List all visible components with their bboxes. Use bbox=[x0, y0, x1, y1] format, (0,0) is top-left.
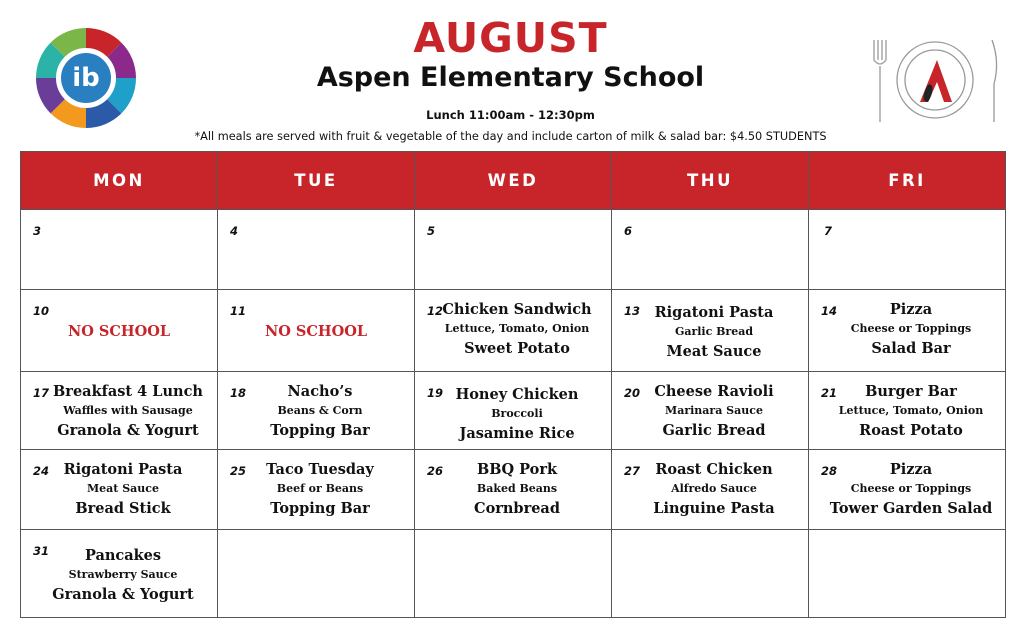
day-cell bbox=[612, 290, 809, 372]
day-number: 28 bbox=[821, 464, 838, 478]
menu-block bbox=[427, 460, 607, 519]
main-dish: Pancakes bbox=[84, 547, 162, 564]
day-number: 26 bbox=[427, 464, 444, 478]
week-row bbox=[21, 372, 1006, 450]
side-dish: Sweet Potato bbox=[464, 340, 570, 357]
dish-detail: Cheese or Toppings bbox=[850, 322, 972, 335]
menu-block bbox=[821, 300, 1001, 359]
day-number: 3 bbox=[33, 224, 42, 238]
weekday-header: MON bbox=[21, 152, 218, 210]
side-dish: Linguine Pasta bbox=[653, 500, 775, 517]
week-row bbox=[21, 290, 1006, 372]
day-number: 24 bbox=[33, 464, 50, 478]
menu-block bbox=[821, 460, 1001, 519]
lunch-hours: Lunch 11:00am - 12:30pm bbox=[426, 108, 595, 122]
day-cell bbox=[415, 450, 612, 530]
day-number: 19 bbox=[427, 386, 444, 400]
main-dish: Taco Tuesday bbox=[266, 461, 374, 478]
main-dish: Burger Bar bbox=[865, 383, 957, 400]
main-dish: BBQ Pork bbox=[476, 461, 558, 478]
menu-block bbox=[33, 460, 213, 519]
side-dish: Tower Garden Salad bbox=[829, 500, 993, 517]
dish-detail: Marinara Sauce bbox=[665, 404, 763, 417]
day-number: 4 bbox=[230, 224, 239, 238]
main-dish: Pizza bbox=[889, 461, 933, 478]
week-row bbox=[21, 450, 1006, 530]
day-cell bbox=[21, 372, 218, 450]
dish-detail: Garlic Bread bbox=[674, 325, 754, 338]
day-number: 14 bbox=[821, 304, 838, 318]
main-dish: Chicken Sandwich bbox=[442, 301, 592, 318]
day-cell bbox=[218, 530, 415, 618]
side-dish: Jasamine Rice bbox=[459, 425, 575, 442]
side-dish: Garlic Bread bbox=[662, 422, 766, 439]
day-cell bbox=[21, 290, 218, 372]
side-dish: Topping Bar bbox=[270, 422, 370, 439]
day-cell bbox=[809, 450, 1006, 530]
dish-detail: Cheese or Toppings bbox=[850, 482, 972, 495]
day-cell bbox=[809, 290, 1006, 372]
day-cell bbox=[218, 450, 415, 530]
no-school-label: NO SCHOOL bbox=[67, 323, 171, 340]
day-number: 11 bbox=[230, 304, 247, 318]
day-number: 10 bbox=[33, 304, 50, 318]
side-dish: Roast Potato bbox=[859, 422, 963, 439]
weekday-header: TUE bbox=[218, 152, 415, 210]
weekday-header-row bbox=[21, 152, 1006, 210]
day-cell bbox=[218, 372, 415, 450]
day-number: 20 bbox=[624, 386, 641, 400]
menu-block bbox=[624, 303, 804, 362]
svg-text:ib: ib bbox=[72, 63, 100, 93]
side-dish: Salad Bar bbox=[871, 340, 951, 357]
day-number: 25 bbox=[230, 464, 247, 478]
main-dish: Breakfast 4 Lunch bbox=[53, 383, 203, 400]
day-cell bbox=[415, 530, 612, 618]
day-number: 31 bbox=[33, 544, 50, 558]
no-school-label: NO SCHOOL bbox=[264, 323, 368, 340]
side-dish: Granola & Yogurt bbox=[57, 422, 199, 439]
day-cell bbox=[218, 210, 415, 290]
day-cell bbox=[809, 530, 1006, 618]
day-cell bbox=[415, 372, 612, 450]
main-dish: Nacho’s bbox=[287, 383, 353, 400]
month-title: AUGUST bbox=[413, 14, 608, 62]
menu-block bbox=[624, 460, 804, 519]
main-dish: Roast Chicken bbox=[655, 461, 773, 478]
week-row bbox=[21, 210, 1006, 290]
day-number: 6 bbox=[624, 224, 633, 238]
dish-detail: Lettuce, Tomato, Onion bbox=[838, 404, 984, 417]
side-dish: Cornbread bbox=[474, 500, 560, 517]
side-dish: Meat Sauce bbox=[666, 343, 762, 360]
dish-detail: Meat Sauce bbox=[87, 482, 159, 495]
main-dish: Cheese Ravioli bbox=[654, 383, 774, 400]
lunch-calendar bbox=[20, 151, 1006, 618]
plate-fork-knife-icon bbox=[860, 32, 1010, 128]
main-dish: Rigatoni Pasta bbox=[654, 304, 774, 321]
main-dish: Pizza bbox=[889, 301, 933, 318]
day-cell bbox=[612, 210, 809, 290]
dish-detail: Lettuce, Tomato, Onion bbox=[444, 322, 590, 335]
day-number: 12 bbox=[427, 304, 444, 318]
day-cell bbox=[612, 450, 809, 530]
day-cell bbox=[809, 210, 1006, 290]
menu-block bbox=[43, 382, 213, 441]
day-cell bbox=[21, 530, 218, 618]
weekday-header: THU bbox=[612, 152, 809, 210]
day-cell bbox=[415, 290, 612, 372]
day-cell bbox=[809, 372, 1006, 450]
dish-detail: Beef or Beans bbox=[276, 482, 364, 495]
day-number: 13 bbox=[624, 304, 641, 318]
menu-block bbox=[624, 382, 804, 441]
dish-detail: Beans & Corn bbox=[277, 404, 363, 417]
side-dish: Granola & Yogurt bbox=[52, 586, 194, 603]
day-number: 27 bbox=[624, 464, 641, 478]
day-number: 5 bbox=[427, 224, 436, 238]
week-row bbox=[21, 530, 1006, 618]
dish-detail: Alfredo Sauce bbox=[671, 482, 757, 495]
menu-block bbox=[821, 382, 1001, 441]
menu-block bbox=[33, 546, 213, 605]
menu-block bbox=[427, 385, 607, 444]
day-cell bbox=[415, 210, 612, 290]
price-note: *All meals are served with fruit & vegetable of the day and include carton of milk & salad bar: $4.50 STUDENTS bbox=[194, 130, 827, 143]
day-number: 17 bbox=[33, 386, 50, 400]
day-cell bbox=[612, 530, 809, 618]
dish-detail: Broccoli bbox=[491, 407, 543, 420]
main-dish: Rigatoni Pasta bbox=[63, 461, 183, 478]
day-number: 18 bbox=[230, 386, 247, 400]
school-name: Aspen Elementary School bbox=[316, 62, 705, 93]
dish-detail: Baked Beans bbox=[476, 482, 558, 495]
day-number: 7 bbox=[824, 224, 833, 238]
day-cell bbox=[612, 372, 809, 450]
main-dish: Honey Chicken bbox=[455, 386, 579, 403]
day-cell bbox=[21, 210, 218, 290]
dish-detail: Waffles with Sausage bbox=[63, 404, 193, 417]
day-cell bbox=[21, 450, 218, 530]
menu-block bbox=[427, 300, 607, 359]
dish-detail: Strawberry Sauce bbox=[68, 568, 178, 581]
side-dish: Topping Bar bbox=[270, 500, 370, 517]
menu-block bbox=[230, 382, 410, 441]
header bbox=[0, 0, 1021, 152]
menu-block bbox=[230, 460, 410, 519]
side-dish: Bread Stick bbox=[75, 500, 171, 517]
weekday-header: WED bbox=[415, 152, 612, 210]
day-cell bbox=[218, 290, 415, 372]
day-number: 21 bbox=[821, 386, 838, 400]
weekday-header: FRI bbox=[809, 152, 1006, 210]
